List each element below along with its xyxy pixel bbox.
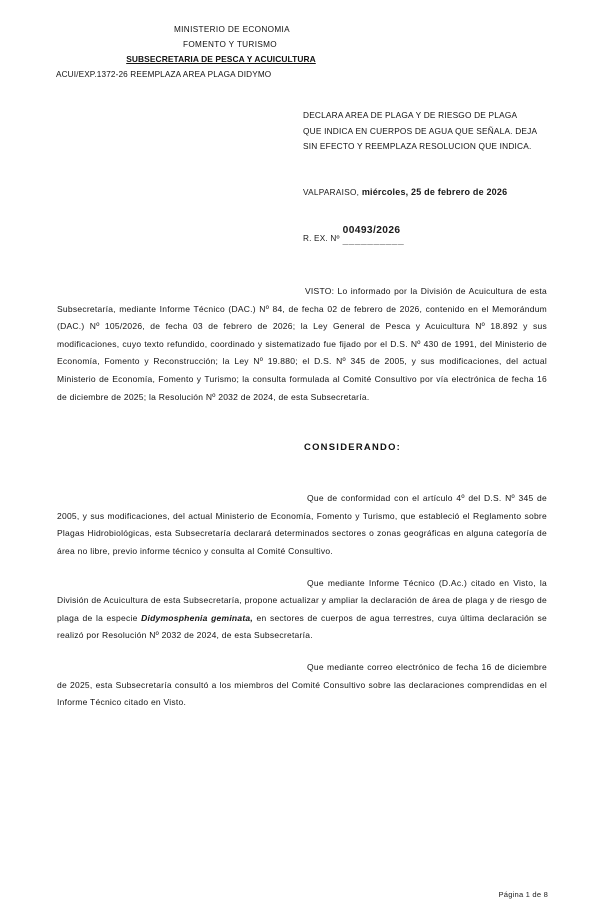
resolution-number-value: 00493/2026 — [342, 225, 401, 236]
spacer-before-considerando — [57, 420, 547, 440]
considerando-paragraph-2 — [57, 575, 547, 645]
ministry-line-1: MINISTERIO DE ECONOMIA — [174, 25, 290, 34]
considerando-heading: CONSIDERANDO: — [304, 441, 402, 453]
considerando-paragraph-1: Que de conformidad con el artículo 4º del D.S. Nº 345 de 2005, y sus modificaciones, del actual Ministerio de Economía, Fomento y Turismo, que estableció el Reglamento sobre Plagas Hidrobiológicas, esta Subsecretaría declarará determinados sectores o zonas geográficas en alguna categoría de área no libre, previo informe técnico y consulta al Comité Consultivo. — [57, 493, 547, 556]
letterhead — [56, 23, 386, 82]
considerando-paragraph-3: Que mediante correo electrónico de fecha 16 de diciembre de 2025, esta Subsecretaría consultó a los miembros del Comité Consultivo sobre las declaraciones comprendidas en el Informe Técnico citado en Visto. — [57, 661, 547, 708]
visto-paragraph: VISTO: Lo informado por la División de Acuicultura de esta Subsecretaría, mediante Informe Técnico (DAC.) Nº 84, de fecha 02 de febrero de 2026, contenido en el Memorándum (DAC.) Nº 105/2026, de fecha 03 de febrero de 2026; la Ley General de Pesca y Acuicultura Nº 18.892 y sus modificaciones, cuyo texto refundido, coordinado y sistematizado fue fijado por el D.S. Nº 430 de 1991, del Ministerio de Economía, Fomento y Reconstrucción; la Ley Nº 19.880; el D.S. Nº 345 de 2005, y sus modificaciones, del actual Ministerio de Economía, Fomento y Turismo; la consulta formulada al Comité Consultivo por vía electrónica de fecha 16 de diciembre de 2025; la Resolución Nº 2032 de 2024, de esta Subsecretaría. — [57, 286, 547, 402]
title-line-3: SIN EFECTO Y REEMPLAZA RESOLUCION QUE INDICA. — [303, 141, 532, 151]
resolution-number — [303, 225, 404, 244]
place-name: VALPARAISO, — [303, 188, 360, 197]
ministry-line-2: FOMENTO Y TURISMO — [182, 39, 278, 49]
title-block — [303, 108, 549, 155]
resolution-number-label: R. EX. Nº — [303, 234, 340, 243]
issue-date: miércoles, 25 de febrero de 2026 — [361, 187, 508, 197]
spacer-after-considerando — [57, 454, 547, 490]
place-and-date — [303, 187, 507, 197]
title-line-1: DECLARA AREA DE PLAGA Y DE RIESGO DE PLAGA — [303, 110, 518, 120]
document-body — [57, 283, 547, 726]
resolution-number-underline: __________ — [342, 235, 405, 246]
species-name: Didymosphenia geminata, — [141, 612, 254, 623]
considerando-2-text-before: Que mediante Informe Técnico (D.Ac.) citado en Visto, la División de Acuicultura de esta Subsecretaría, propone actualizar y ampliar la declaración de área de plaga y de riesgo de plaga de la especie — [57, 577, 547, 623]
agency-name: SUBSECRETARIA DE PESCA Y ACUICULTURA — [126, 54, 316, 65]
file-reference: ACUI/EXP.1372-26 REEMPLAZA AREA PLAGA DIDYMO — [56, 69, 272, 79]
resolution-number-value-wrap — [343, 225, 405, 244]
page-footer: Página 1 de 8 — [498, 890, 548, 899]
considerando-2-text-after: en sectores de cuerpos de agua terrestres, cuya última declaración se realizó por Resolución Nº 2032 de 2024, de esta Subsecretaría. — [57, 612, 547, 641]
title-line-2: QUE INDICA EN CUERPOS DE AGUA QUE SEÑALA. DEJA — [303, 125, 538, 136]
